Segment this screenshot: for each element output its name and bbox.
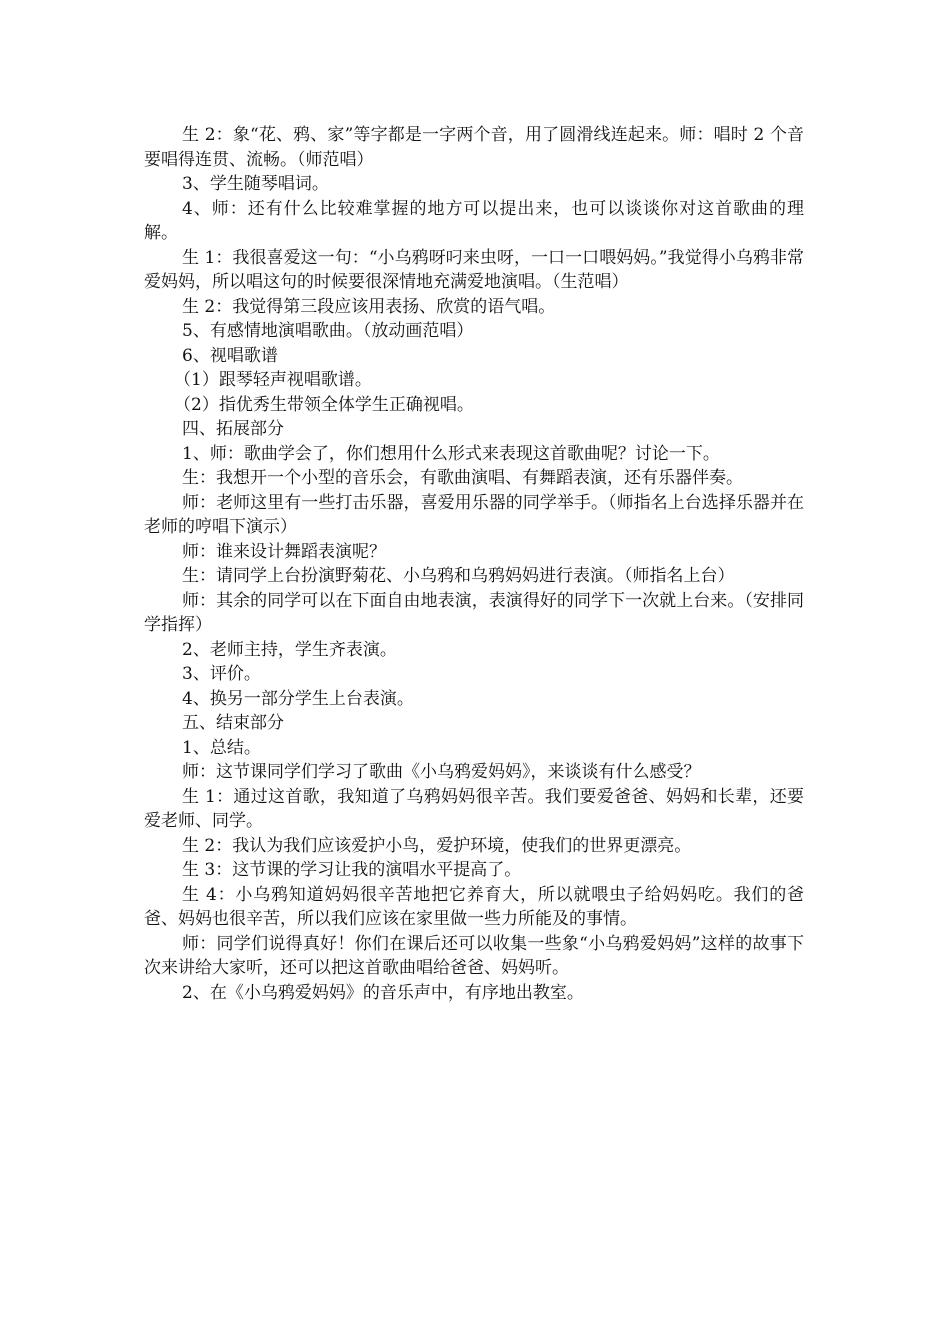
paragraph: 生：我想开一个小型的音乐会，有歌曲演唱、有舞蹈表演，还有乐器伴奏。: [182, 468, 743, 488]
section-heading: 四、拓展部分: [182, 419, 284, 439]
paragraph: 师：同学们说得真好！你们在课后还可以收集一些象“小乌鸦爱妈妈”这样的故事下次来讲给大家听，还可以把这首歌曲唱给爸爸、妈妈听。: [144, 933, 804, 978]
paragraph: 师：老师这里有一些打击乐器，喜爱用乐器的同学举手。（师指名上台选择乐器并在老师的哼唱下演示）: [144, 492, 804, 537]
paragraph: 4、师：还有什么比较难掌握的地方可以提出来，也可以谈谈你对这首歌曲的理解。: [144, 198, 804, 243]
paragraph: 4、换另一部分学生上台表演。: [182, 688, 414, 709]
paragraph: 生 2：我认为我们应该爱护小鸟，爱护环境，使我们的世界更漂亮。: [182, 835, 692, 856]
paragraph: 5、有感情地演唱歌曲。（放动画范唱）: [182, 321, 474, 341]
paragraph: 生 2：我觉得第三段应该用表扬、欣赏的语气唱。: [182, 296, 556, 317]
paragraph: 1、总结。: [182, 737, 261, 758]
paragraph: 生 4：小乌鸦知道妈妈很辛苦地把它养育大，所以就喂虫子给妈妈吃。我们的爸爸、妈妈也很辛苦，所以我们应该在家里做一些力所能及的事情。: [144, 884, 804, 929]
paragraph: 师：谁来设计舞蹈表演呢？: [182, 541, 386, 562]
paragraph: 师：其余的同学可以在下面自由地表演，表演得好的同学下一次就上台来。（安排同学指挥）: [144, 590, 804, 635]
paragraph: 师：这节课同学们学习了歌曲《小乌鸦爱妈妈》，来谈谈有什么感受？: [182, 762, 701, 782]
paragraph: 3、学生随琴唱词。: [182, 174, 329, 194]
section-heading: 五、结束部分: [182, 713, 284, 733]
sub-item: （1）跟琴轻声视唱歌谱。: [174, 370, 372, 390]
paragraph: 3、评价。: [182, 664, 261, 684]
section-item: 6、视唱歌谱: [182, 345, 278, 366]
paragraph: 2、老师主持，学生齐表演。: [182, 639, 397, 660]
paragraph: 1、师：歌曲学会了，你们想用什么形式来表现这首歌曲呢？讨论一下。: [182, 443, 720, 464]
paragraph: 生：请同学上台扮演野菊花、小乌鸦和乌鸦妈妈进行表演。（师指名上台）: [182, 566, 735, 586]
paragraph: 生 1：我很喜爱这一句：“小乌鸦呀叼来虫呀，一口一口喂妈妈。”我觉得小乌鸦非常爱妈妈，所以唱这句的时候要很深情地充满爱地演唱。（生范唱）: [144, 247, 804, 292]
paragraph: 2、在《小乌鸦爱妈妈》的音乐声中，有序地出教室。: [182, 982, 584, 1003]
sub-item: （2）指优秀生带领全体学生正确视唱。: [174, 394, 474, 415]
document-body: [144, 123, 804, 1005]
paragraph: 生 2：象“花、鸦、家”等字都是一字两个音，用了圆滑线连起来。师：唱时 2 个音要唱得连贯、流畅。（师范唱）: [144, 125, 804, 170]
paragraph: 生 1：通过这首歌，我知道了乌鸦妈妈很辛苦。我们要爱爸爸、妈妈和长辈，还要爱老师、同学。: [144, 786, 804, 831]
paragraph: 生 3：这节课的学习让我的演唱水平提高了。: [182, 860, 522, 880]
